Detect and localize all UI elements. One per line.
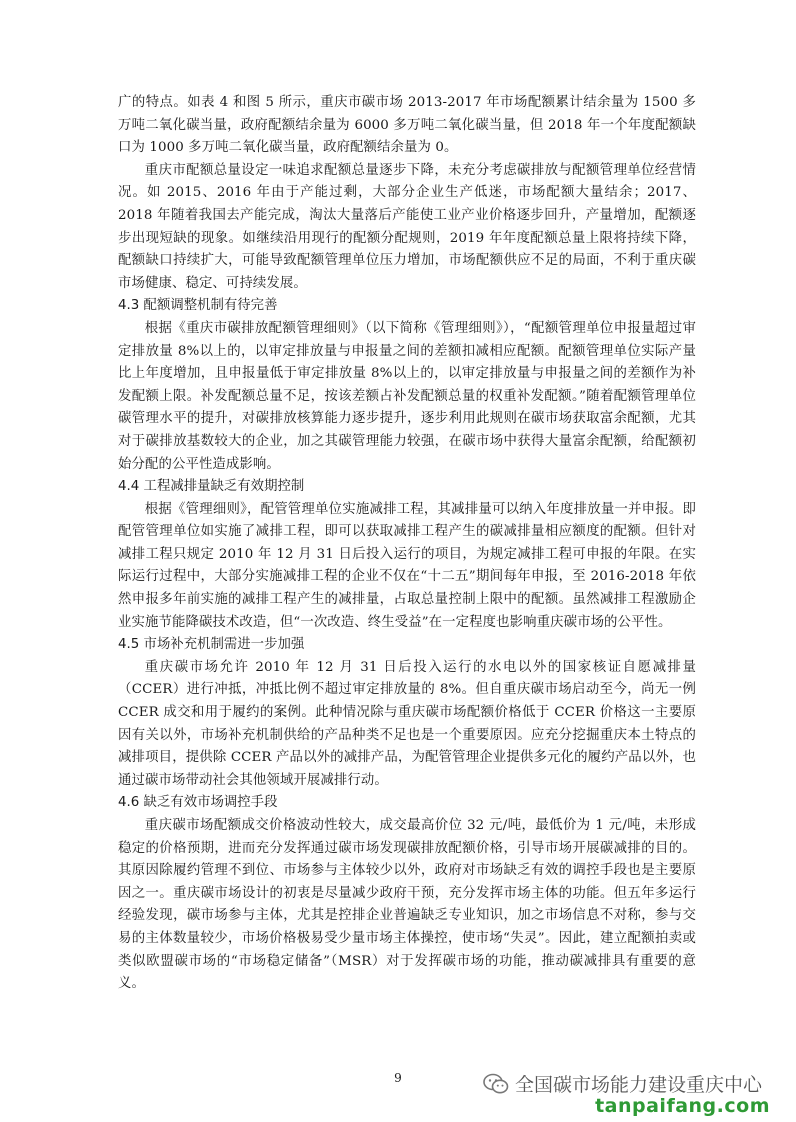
paragraph-supplement-mechanism: 重庆碳市场允许 2010 年 12 月 31 日后投入运行的水电以外的国家核证自愿减排量（CCER）进行冲抵，冲抵比例不超过审定排放量的 8%。但自重庆碳市场启动至今，尚无一例 CCER 成交和用于履约的案例。此种情况除与重庆碳市场配额价格低于 CCER 价格这一主要原因有关以外，市场补充机制供给的产品种类不足也是一个重要原因。应充分挖掘重庆本土特点的减排项目，提供除 CCER 产品以外的减排产品，为配管管理企业提供多元化的履约产品以外，也通过碳市场带动社会其他领域开展减排行动。	[118, 659, 696, 788]
paragraph-reduction-projects: 根据《管理细则》，配管管理单位实施减排工程，其减排量可以纳入年度排放量一并申报。即配管管理单位如实施了减排工程，即可以获取减排工程产生的碳减排量相应额度的配额。但针对减排工程只规定 2010 年 12 月 31 日后投入运行的项目，为规定减排工程可申报的年限。在实际运行过程中，大部分实施减排工程的企业不仅在“十二五”期间每年申报，至 2016-2018 年依然申报多年前实施的减排工程产生的减排量，占取总量控制上限中的配额。虽然减排工程激励企业实施节能降碳技术改造，但“一次改造、终生受益”在一定程度也影响重庆碳市场的公平性。	[118, 501, 696, 630]
paragraph-adjustment-mechanism: 根据《重庆市碳排放配额管理细则》（以下简称《管理细则》），“配额管理单位申报量超过审定排放量 8%以上的，以审定排放量与申报量之间的差额扣减相应配额。配额管理单位实际产量比上年度增加，且申报量低于审定排放量 8%以上的，以审定排放量与申报量之间的差额作为补发配额上限。补发配额总量不足，按该差额占补发配额总量的权重补发配额。”随着配额管理单位碳管理水平的提升，对碳排放核算能力逐步提升，逐步利用此规则在碳市场获取富余配额，尤其对于碳排放基数较大的企业，加之其碳管理能力较强，在碳市场中获得大量富余配额，给配额初始分配的公平性造成影响。	[118, 320, 696, 472]
watermark-account	[483, 1070, 762, 1097]
paragraph-intro: 广的特点。如表 4 和图 5 所示，重庆市碳市场 2013-2017 年市场配额累计结余量为 1500 多万吨二氧化碳当量，政府配额结余量为 6000 多万吨二氧化碳当量，但 2018 年一个年度配额缺口为 1000 多万吨二氧化碳当量，政府配额结余量为 0。	[118, 95, 696, 156]
watermark-site: tanpaifang.com	[595, 1095, 770, 1117]
watermark-account-name: 全国碳市场能力建设重庆中心	[514, 1074, 762, 1096]
page-number: 9	[394, 1071, 402, 1085]
watermark	[482, 1070, 782, 1118]
section-heading-4-4: 4.4 工程减排量缺乏有效期控制	[118, 479, 305, 495]
section-heading-4-3: 4.3 配额调整机制有待完善	[118, 298, 278, 314]
paragraph-market-regulation: 重庆碳市场配额成交价格波动性较大，成交最高价位 32 元/吨，最低价为 1 元/吨，未形成稳定的价格预期，进而充分发挥通过碳市场发现碳排放配额价格，引导市场开展碳减排的目的。其原因除履约管理不到位、市场参与主体较少以外，政府对市场缺乏有效的调控手段也是主要原因之一。重庆碳市场设计的初衷是尽量减少政府干预，充分发挥市场主体的功能。但五年多运行经验发现，碳市场参与主体，尤其是控排企业普遍缺乏专业知识，加之市场信息不对称，参与交易的主体数量较少，市场价格极易受少量市场主体操控，使市场“失灵”。因此，建立配额拍卖或类似欧盟碳市场的“市场稳定储备”（MSR）对于发挥碳市场的功能，推动碳减排具有重要的意义。	[118, 818, 696, 992]
paragraph-quota-setting: 重庆市配额总量设定一味追求配额总量逐步下降，未充分考虑碳排放与配额管理单位经营情况。如 2015、2016 年由于产能过剩，大部分企业生产低迷，市场配额大量结余；2017、2018 年随着我国去产能完成，淘汰大量落后产能使工业产业价格逐步回升，产量增加，配额逐步出现短缺的现象。如继续沿用现行的配额分配规则，2019 年年度配额总量上限将持续下降，配额缺口持续扩大，可能导致配额管理单位压力增加，市场配额供应不足的局面，不利于重庆碳市场健康、稳定、可持续发展。	[118, 162, 696, 291]
section-heading-4-5: 4.5 市场补充机制需进一步加强	[118, 637, 305, 653]
section-heading-4-6: 4.6 缺乏有效市场调控手段	[118, 795, 278, 811]
document-body	[118, 92, 696, 996]
wechat-icon	[483, 1073, 509, 1095]
